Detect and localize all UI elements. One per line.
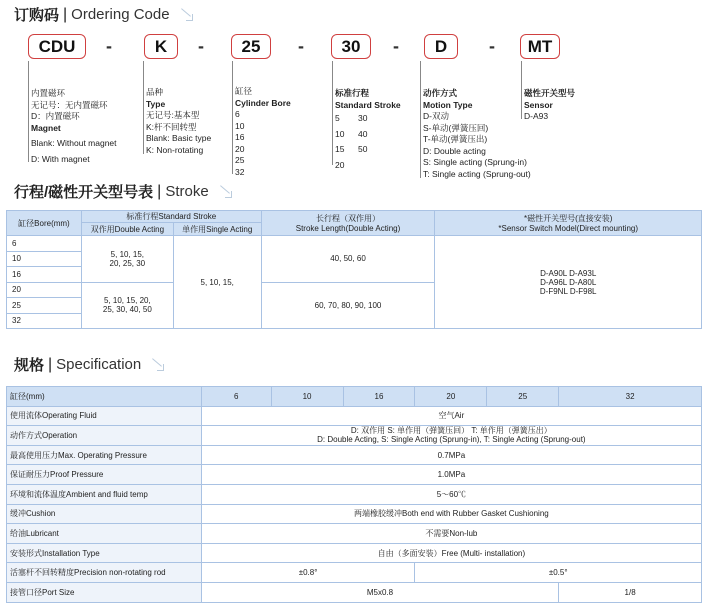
long-stroke-header xyxy=(261,211,435,236)
double-acting-cell xyxy=(81,282,173,329)
spec-value-precision-large: ±0.5° xyxy=(415,563,702,583)
long-stroke-header-cn: 长行程（双作用） xyxy=(316,214,381,223)
bore-header: 缸径Bore(mm) xyxy=(7,211,82,236)
sensor-label-en: Sensor xyxy=(524,99,553,110)
operation-line-cn: D: 双作用 S: 单作用（弹簧压回） T: 单作用（弹簧压出） xyxy=(350,426,552,436)
bore-value: 25 xyxy=(235,155,245,165)
motion-option-s-en: S: Single acting (Sprung-in) xyxy=(423,157,527,167)
stroke-value-row xyxy=(335,144,401,156)
magnet-label-cn: 内置磁环 xyxy=(31,88,66,98)
stroke-description xyxy=(335,88,401,171)
bore-cell: 10 xyxy=(7,251,82,267)
type-label-cn: 品种 xyxy=(146,87,164,97)
code-dash: - xyxy=(106,36,112,56)
single-acting-cell: 5, 10, 15, xyxy=(173,236,261,329)
motion-option-t-cn: T-单动(弹簧压出) xyxy=(423,134,488,144)
block-rule xyxy=(332,89,333,165)
spec-value-max-pressure: 0.7MPa xyxy=(201,445,701,465)
bore-value: 6 xyxy=(235,109,240,119)
ordering-title-cn: 订购码 xyxy=(14,7,60,24)
spec-value-installation: 自由（多面安装）Free (Multi- installation) xyxy=(201,543,701,563)
bore-description xyxy=(235,86,291,178)
bore-cell: 16 xyxy=(7,267,82,283)
type-option-blank-en: Blank: Basic type xyxy=(146,133,212,143)
stroke-title-cn: 行程/磁性开关型号表 xyxy=(14,184,154,201)
double-acting-line: 5, 10, 15, xyxy=(110,249,145,259)
type-option-k-en: K: Non-rotating xyxy=(146,144,204,155)
spec-bore-value: 16 xyxy=(343,387,415,407)
spec-value-proof-pressure: 1.0MPa xyxy=(201,465,701,485)
single-acting-header: 单作用Single Acting xyxy=(173,223,261,236)
code-dash: - xyxy=(393,36,399,56)
stroke-value-row xyxy=(335,113,401,125)
arrow-decoration-icon xyxy=(217,185,233,199)
code-box-bore: 25 xyxy=(231,34,271,59)
spec-value-fluid: 空气Air xyxy=(201,406,701,426)
bore-cell: 20 xyxy=(7,282,82,298)
code-dash: - xyxy=(198,36,204,56)
code-dash: - xyxy=(298,36,304,56)
stroke-value: 15 xyxy=(335,144,345,154)
stroke-value xyxy=(358,160,381,172)
sensor-description xyxy=(524,88,575,123)
spec-value-port-small: M5x0.8 xyxy=(201,582,558,602)
block-rule xyxy=(232,86,233,174)
connector-line xyxy=(332,61,333,89)
code-box-series: CDU xyxy=(28,34,86,59)
bore-cell: 6 xyxy=(7,236,82,252)
spec-title-en: Specification xyxy=(56,356,142,373)
long-stroke-cell: 60, 70, 80, 90, 100 xyxy=(261,282,435,329)
spec-label-temperature: 环境和流体温度Ambient and fluid temp xyxy=(7,484,202,504)
magnet-option-d-cn: D：内置磁环 xyxy=(31,111,80,121)
block-rule xyxy=(28,90,29,162)
connector-line xyxy=(232,61,233,86)
sensor-header xyxy=(435,211,702,236)
double-acting-line: 5, 10, 15, 20, xyxy=(104,296,151,306)
stroke-value: 10 xyxy=(335,128,345,139)
stroke-value: 50 xyxy=(358,144,368,154)
connector-line xyxy=(521,61,522,89)
magnet-description xyxy=(31,88,117,165)
spec-label-installation: 安装形式Installation Type xyxy=(7,543,202,563)
motion-option-d-en: D: Double acting xyxy=(423,145,486,156)
magnet-label-en: Magnet xyxy=(31,122,61,133)
spec-label-proof-pressure: 保证耐压力Proof Pressure xyxy=(7,465,202,485)
arrow-decoration-icon xyxy=(178,8,194,22)
sensor-line: D-A96L D-A80L xyxy=(540,277,597,287)
stroke-label-en: Standard Stroke xyxy=(335,99,401,110)
bore-value: 20 xyxy=(235,143,245,154)
stroke-value: 5 xyxy=(335,113,340,123)
connector-line xyxy=(420,61,421,90)
standard-stroke-header: 标准行程Standard Stroke xyxy=(81,211,261,223)
bore-value: 32 xyxy=(235,166,245,177)
code-box-motion: D xyxy=(424,34,458,59)
code-box-stroke: 30 xyxy=(331,34,371,59)
bore-label-en: Cylinder Bore xyxy=(235,97,291,108)
type-label-en: Type xyxy=(146,98,166,109)
spec-value-precision-small: ±0.8° xyxy=(201,563,415,583)
spec-bore-value: 25 xyxy=(487,387,559,407)
spec-section-title xyxy=(14,354,165,375)
spec-bore-value: 10 xyxy=(271,387,343,407)
spec-value-lubricant: 不需要Non-lub xyxy=(201,524,701,544)
code-box-sensor: MT xyxy=(520,34,560,59)
long-stroke-cell: 40, 50, 60 xyxy=(261,236,435,283)
type-option-blank-cn: 无记号:基本型 xyxy=(146,110,200,120)
bore-value: 16 xyxy=(235,132,245,142)
motion-label-cn: 动作方式 xyxy=(423,88,458,98)
sensor-header-cn: *磁性开关型号(直接安装) xyxy=(523,214,613,223)
motion-option-t-en: T: Single acting (Sprung-out) xyxy=(423,168,531,179)
spec-bore-value: 32 xyxy=(559,387,702,407)
code-box-type: K xyxy=(144,34,178,59)
stroke-table xyxy=(6,210,702,329)
spec-label-precision: 活塞杆不回转精度Precision non-rotating rod xyxy=(7,563,202,583)
block-rule xyxy=(143,62,144,154)
spec-label-lubricant: 给油Lubricant xyxy=(7,524,202,544)
magnet-option-blank-en: Blank: Without magnet xyxy=(31,138,117,148)
bore-cell: 32 xyxy=(7,313,82,329)
stroke-section-title xyxy=(14,181,233,202)
motion-option-d-cn: D-双动 xyxy=(423,111,449,121)
stroke-title-en: Stroke xyxy=(165,183,209,200)
connector-line xyxy=(28,61,29,90)
double-acting-line: 25, 30, 40, 50 xyxy=(102,305,152,315)
bore-label-cn: 缸径 xyxy=(235,86,253,96)
stroke-value: 20 xyxy=(335,159,345,170)
stroke-title-sep: | xyxy=(157,182,162,200)
stroke-label-cn: 标准行程 xyxy=(335,88,370,98)
spec-title-cn: 规格 xyxy=(14,357,45,374)
ordering-title-sep: | xyxy=(63,5,68,23)
spec-value-operation xyxy=(201,426,701,446)
motion-description xyxy=(423,88,531,180)
bore-cell: 25 xyxy=(7,298,82,314)
sensor-cell xyxy=(435,236,702,329)
type-description xyxy=(146,87,211,156)
code-dash: - xyxy=(489,36,495,56)
magnet-option-blank-cn: 无记号：无内置磁环 xyxy=(31,99,108,110)
long-stroke-header-en: Stroke Length(Double Acting) xyxy=(295,224,401,233)
spec-value-port-large: 1/8 xyxy=(559,582,702,602)
ordering-code-title xyxy=(14,4,194,25)
stroke-value-row xyxy=(335,129,401,141)
spec-bore-header: 缸径(mm) xyxy=(7,387,202,407)
stroke-value: 30 xyxy=(358,113,368,123)
spec-label-operation: 动作方式Operation xyxy=(7,426,202,446)
magnet-option-d-en: D: With magnet xyxy=(31,153,90,164)
spec-bore-value: 20 xyxy=(415,387,487,407)
double-acting-line: 20, 25, 30 xyxy=(109,258,146,268)
stroke-value-row xyxy=(335,160,401,172)
sensor-line: D-F9NL D-F98L xyxy=(539,286,597,296)
double-acting-cell xyxy=(81,236,173,283)
spec-label-cushion: 缓冲Cushion xyxy=(7,504,202,524)
bore-value: 10 xyxy=(235,120,245,131)
motion-option-s-cn: S-单动(弹簧压回) xyxy=(423,122,489,133)
spec-bore-value: 6 xyxy=(201,387,271,407)
spec-value-temperature: 5～60℃ xyxy=(201,484,701,504)
ordering-title-en: Ordering Code xyxy=(71,6,170,23)
sensor-label-cn: 磁性开关型号 xyxy=(524,88,576,98)
sensor-value: D-A93 xyxy=(524,111,549,121)
block-rule xyxy=(420,90,421,178)
stroke-value: 40 xyxy=(358,128,368,139)
type-option-k-cn: K:杆不回转型 xyxy=(146,121,197,132)
spec-table xyxy=(6,386,702,603)
sensor-line: D-A90L D-A93L xyxy=(540,268,597,278)
motion-label-en: Motion Type xyxy=(423,99,473,110)
sensor-header-en: *Sensor Switch Model(Direct mounting) xyxy=(498,224,638,233)
spec-value-cushion: 两端橡胶缓冲Both end with Rubber Gasket Cushioning xyxy=(201,504,701,524)
double-acting-header: 双作用Double Acting xyxy=(81,223,173,236)
spec-label-fluid: 使用流体Operating Fluid xyxy=(7,406,202,426)
arrow-decoration-icon xyxy=(149,358,165,372)
operation-line-en: D: Double Acting, S: Single Acting (Sprung-in), T: Single Acting (Sprung-out) xyxy=(317,435,586,445)
spec-label-max-pressure: 最高使用压力Max. Operating Pressure xyxy=(7,445,202,465)
spec-title-sep: | xyxy=(48,355,53,373)
spec-label-port-size: 接管口径Port Size xyxy=(7,582,202,602)
